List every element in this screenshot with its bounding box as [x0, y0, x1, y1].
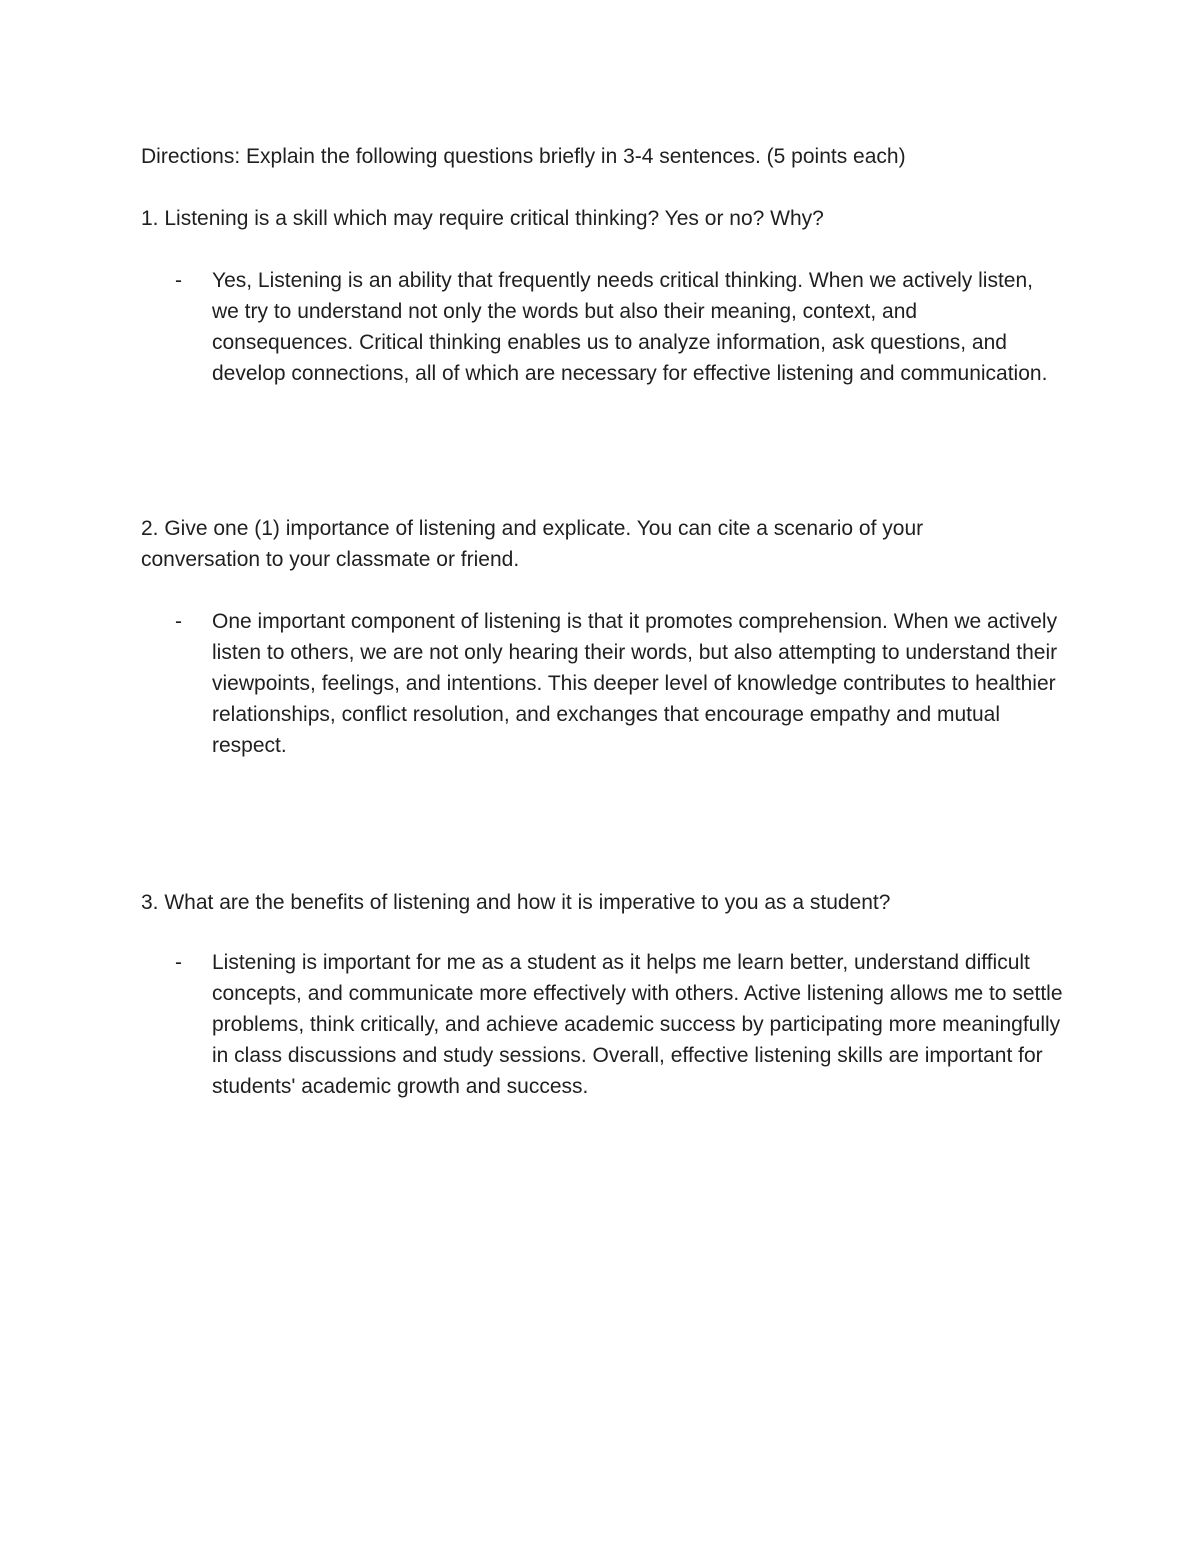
answer-2-bullet: - — [175, 610, 182, 633]
answer-2-text: One important component of listening is that it promotes comprehension. When we actively listen to others, we are not only hearing their words, but also attempting to understand their viewpoints, feelings, and intentions. This deeper level of knowledge contributes to healthier relationships, conflict resolution, and exchanges that encourage empathy and mutual respect. — [212, 610, 1058, 757]
question-3: 3. What are the benefits of listening and how it is imperative to you as a student? — [141, 891, 891, 914]
question-2: 2. Give one (1) importance of listening and explicate. You can cite a scenario of your conversation to your classmate or friend. — [141, 517, 924, 571]
answer-1-bullet: - — [175, 269, 182, 292]
answer-1 — [141, 265, 1101, 389]
question-1: 1. Listening is a skill which may require critical thinking? Yes or no? Why? — [141, 207, 824, 230]
directions-text: Directions: Explain the following questions briefly in 3-4 sentences. (5 points each) — [141, 145, 906, 168]
answer-3 — [141, 947, 1101, 1102]
answer-1-text: Yes, Listening is an ability that frequently needs critical thinking. When we actively listen, we try to understand not only the words but also their meaning, context, and consequences. Critical thinking enables us to analyze information, ask questions, and develop connections, all of which are necessary for effective listening and communication. — [212, 269, 1048, 385]
answer-2 — [141, 606, 1101, 761]
answer-3-bullet: - — [175, 951, 182, 974]
answer-3-text: Listening is important for me as a student as it helps me learn better, understand difficult concepts, and communicate more effectively with others. Active listening allows me to settle problems, think critically, and achieve academic success by participating more meaningfully in class discussions and study sessions. Overall, effective listening skills are important for students' academic growth and success. — [212, 951, 1063, 1098]
